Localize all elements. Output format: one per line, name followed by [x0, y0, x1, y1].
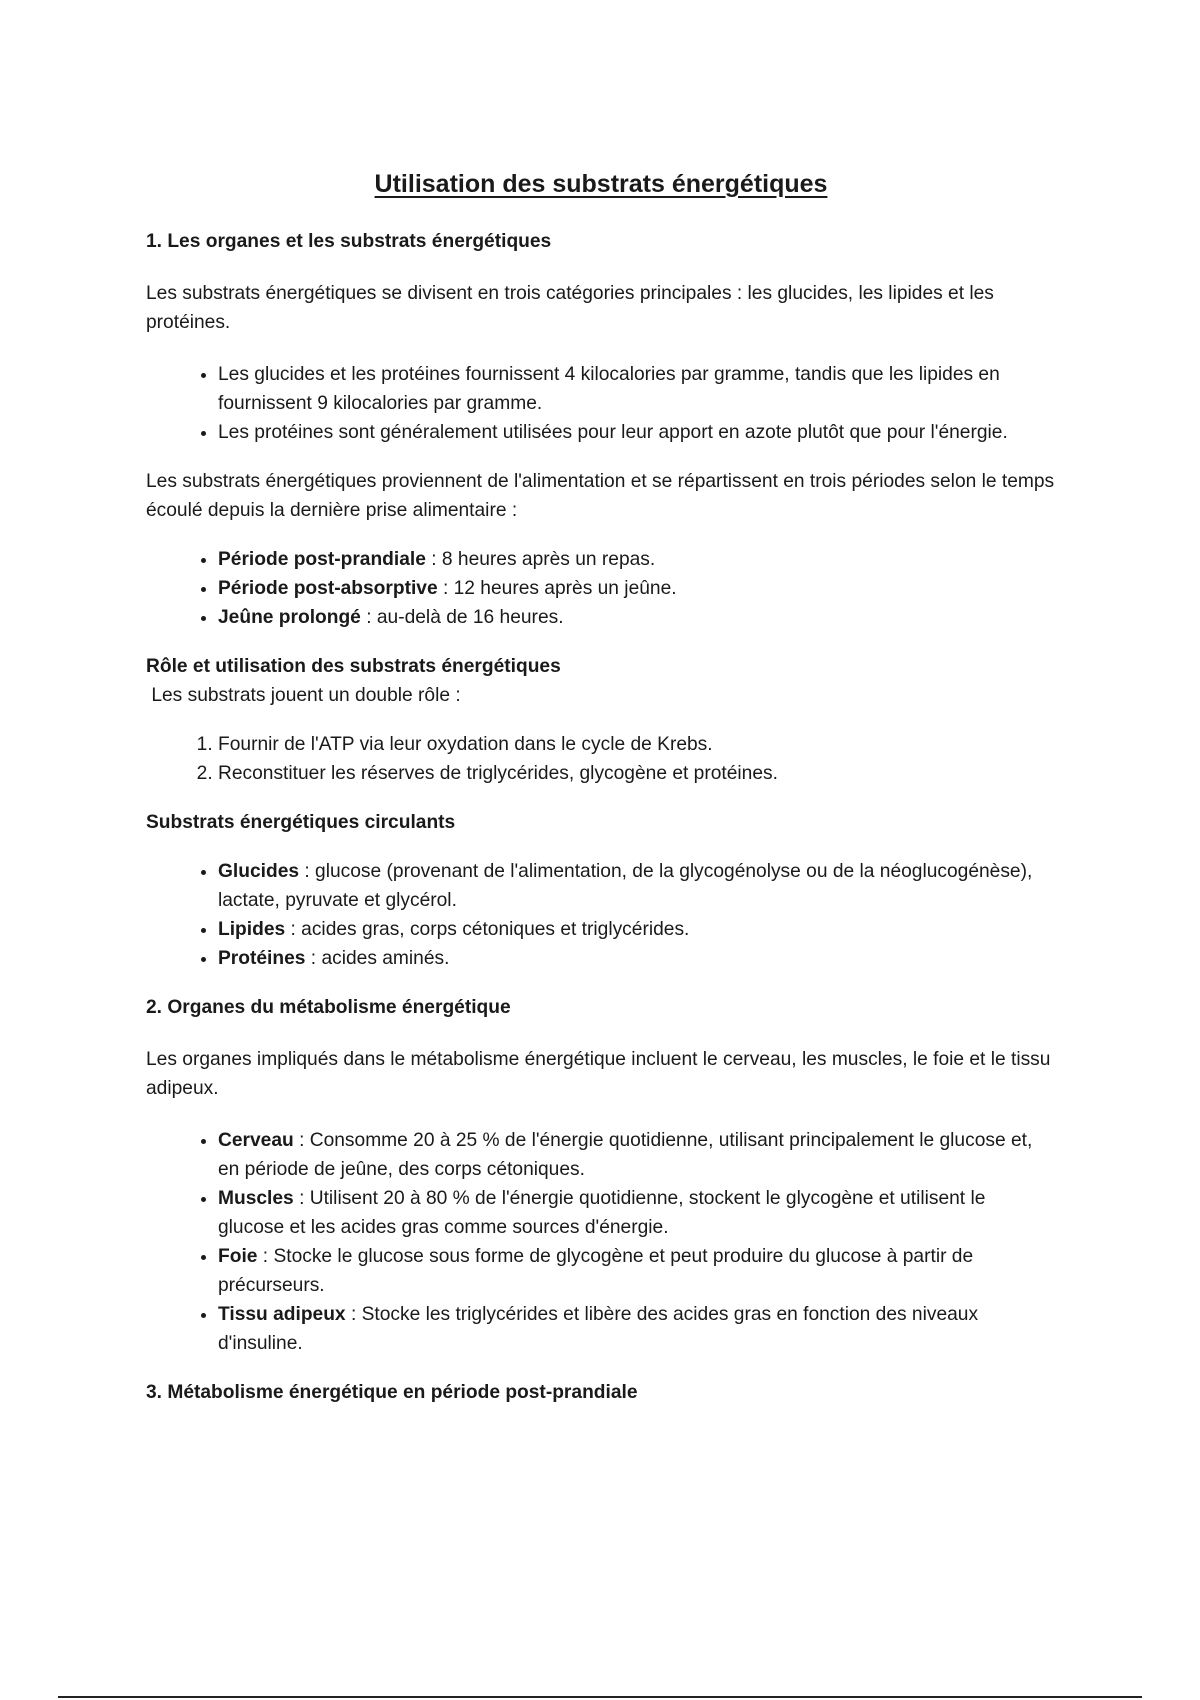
term: Période post-prandiale	[218, 549, 426, 570]
list-item: 1. Fournir de l'ATP via leur oxydation dans le cycle de Krebs.	[218, 730, 1056, 759]
list-item	[218, 1184, 1056, 1242]
section-3-heading: 3. Métabolisme énergétique en période post-prandiale	[146, 1382, 638, 1403]
section-1-heading: 1. Les organes et les substrats énergétiques	[146, 231, 552, 252]
list-item	[218, 944, 1056, 973]
list-item	[218, 1126, 1056, 1184]
list-item	[218, 574, 1056, 603]
list-item: 2. Reconstituer les réserves de triglycérides, glycogène et protéines.	[218, 759, 1056, 788]
page-title: Utilisation des substrats énergétiques	[374, 170, 828, 198]
term-description: : 12 heures après un jeûne.	[437, 578, 677, 599]
list-item	[218, 603, 1056, 632]
term-description: : Utilisent 20 à 80 % de l'énergie quotidienne, stockent le glycogène et utilisent le glucose et les acides gras comme sources d'énergie.	[218, 1188, 986, 1238]
section-2-heading: 2. Organes du métabolisme énergétique	[146, 997, 511, 1018]
list-item	[218, 857, 1056, 915]
term: Lipides	[218, 919, 286, 940]
term-description: : au-delà de 16 heures.	[360, 607, 564, 628]
term-description: : glucose (provenant de l'alimentation, de la glycogénolyse ou de la néoglucogénèse), lactate, pyruvate et glycérol.	[218, 861, 1033, 911]
term: Protéines	[218, 948, 306, 969]
page-bottom-rule	[58, 1696, 1142, 1698]
term-description: : acides gras, corps cétoniques et triglycérides.	[285, 919, 690, 940]
term: Tissu adipeux	[218, 1304, 346, 1325]
paragraph: Les substrats énergétiques proviennent de l'alimentation et se répartissent en trois périodes selon le temps écoulé depuis la dernière prise alimentaire :	[146, 471, 1055, 521]
circulating-heading: Substrats énergétiques circulants	[146, 812, 456, 833]
paragraph: Les organes impliqués dans le métabolisme énergétique incluent le cerveau, les muscles, le foie et le tissu adipeux.	[146, 1049, 1051, 1099]
roles-list	[146, 730, 1056, 788]
circulating-list	[146, 857, 1056, 973]
term-description: : 8 heures après un repas.	[425, 549, 656, 570]
paragraph: Les substrats énergétiques se divisent en trois catégories principales : les glucides, les lipides et les protéines.	[146, 283, 994, 333]
term: Glucides	[218, 861, 300, 882]
role-heading: Rôle et utilisation des substrats énergétiques	[146, 656, 561, 677]
list-item	[218, 545, 1056, 574]
term-description: : acides aminés.	[305, 948, 450, 969]
organs-list	[146, 1126, 1056, 1358]
term-description: : Stocke les triglycérides et libère des acides gras en fonction des niveaux d'insuline.	[218, 1304, 979, 1354]
list-item: • Les glucides et les protéines fournissent 4 kilocalories par gramme, tandis que les lipides en fournissent 9 kilocalories par gramme.	[218, 360, 1056, 418]
list-item	[218, 915, 1056, 944]
term: Cerveau	[218, 1130, 294, 1151]
term: Période post-absorptive	[218, 578, 438, 599]
paragraph: Les substrats jouent un double rôle :	[146, 685, 461, 706]
bullet-list	[146, 360, 1056, 447]
term: Muscles	[218, 1188, 294, 1209]
term-description: : Consomme 20 à 25 % de l'énergie quotidienne, utilisant principalement le glucose et, en période de jeûne, des corps cétoniques.	[218, 1130, 1033, 1180]
list-item	[218, 1242, 1056, 1300]
term: Foie	[218, 1246, 258, 1267]
periods-list	[146, 545, 1056, 632]
list-item: • Les protéines sont généralement utilisées pour leur apport en azote plutôt que pour l'énergie.	[218, 418, 1056, 447]
term-description: : Stocke le glucose sous forme de glycogène et peut produire du glucose à partir de précurseurs.	[218, 1246, 974, 1296]
document-body	[146, 227, 1056, 1407]
term: Jeûne prolongé	[218, 607, 361, 628]
list-item	[218, 1300, 1056, 1358]
